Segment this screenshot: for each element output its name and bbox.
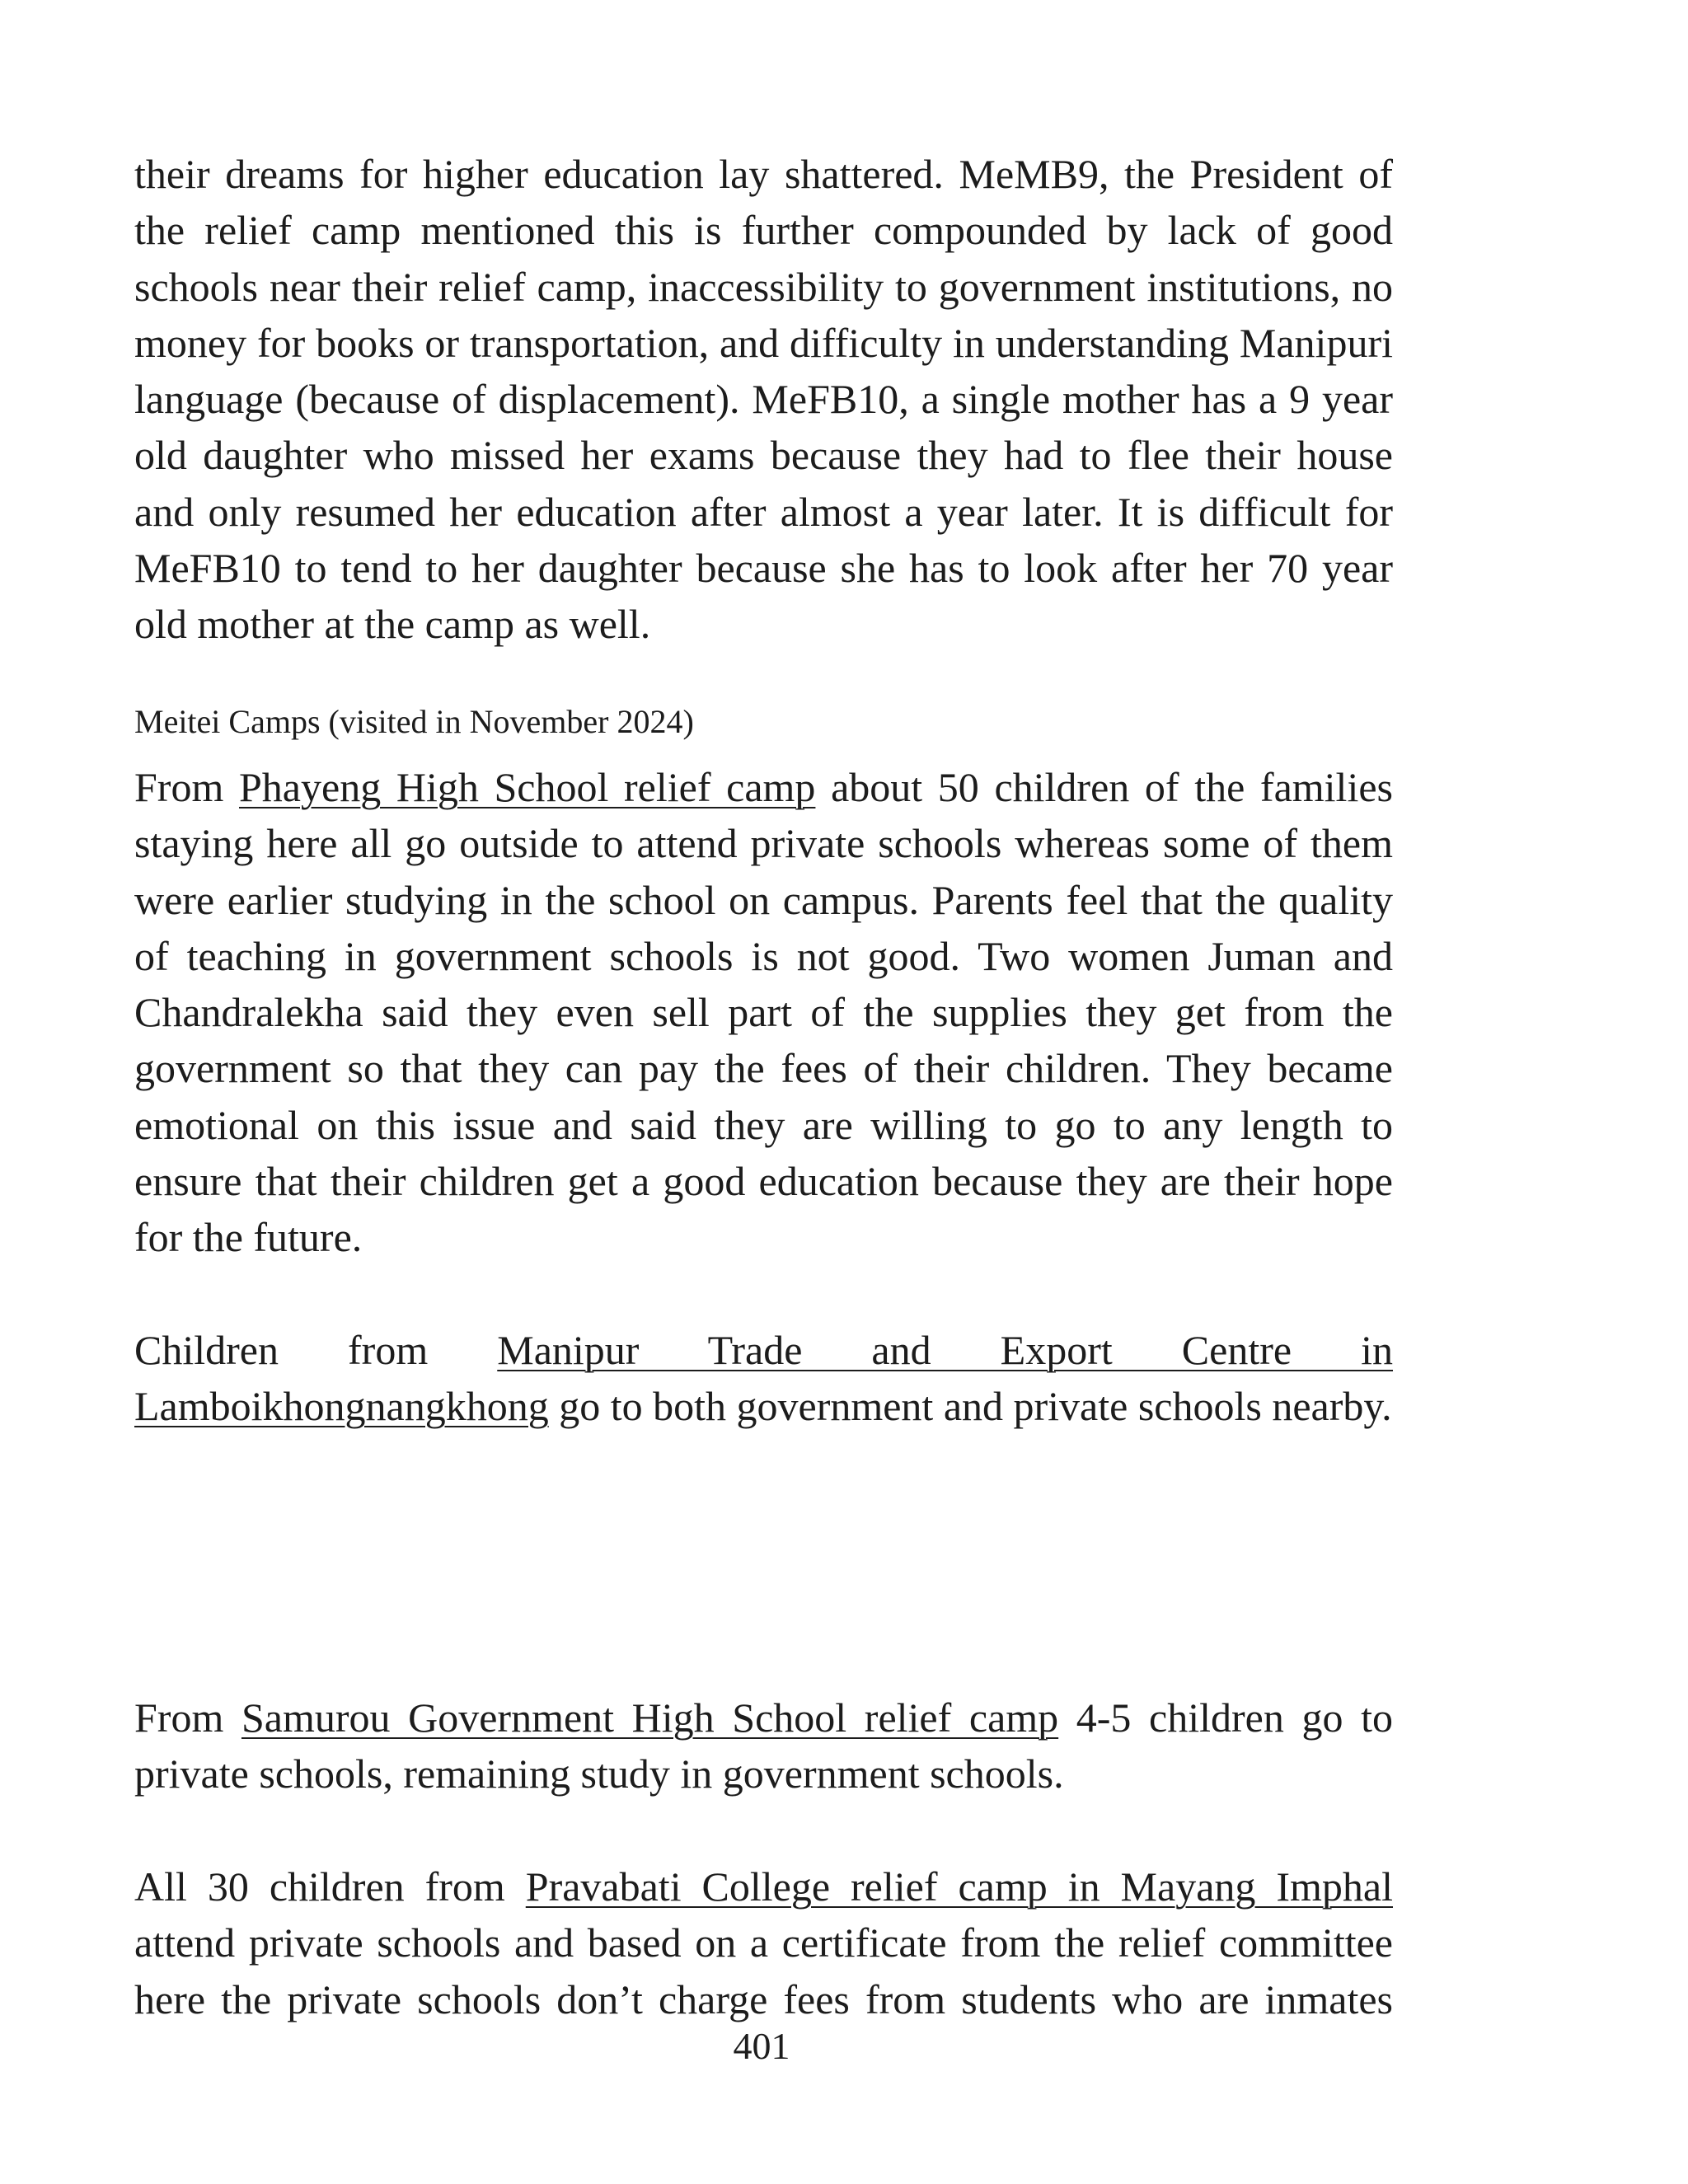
paragraph-pravabati <box>134 1858 1393 2027</box>
paragraph-rest: 4-5 children go to private schools, remaining study in government schools. <box>134 1694 1393 1797</box>
paragraph-rest: attend private schools and based on a certificate from the relief committee here the private schools don’t charge fees from students who are inmates <box>134 1919 1393 2022</box>
paragraph-lead: All 30 children from <box>134 1863 526 1910</box>
link-samurou-relief-camp[interactable]: Samurou Government High School relief camp <box>241 1694 1059 1741</box>
paragraph-samurou <box>134 1690 1393 1802</box>
link-trade-export-centre[interactable]: Manipur Trade and Export Centre in Lamboikhongnangkhong <box>134 1327 1393 1430</box>
page-number: 401 <box>733 2025 790 2067</box>
page-body <box>134 146 1393 2022</box>
link-phayeng-relief-camp[interactable]: Phayeng High School relief camp <box>239 764 816 810</box>
section-subheading: Meitei Camps (visited in November 2024) <box>134 703 694 740</box>
paragraph-lead: Children from <box>134 1327 498 1373</box>
paragraph-lead: From <box>134 764 239 810</box>
paragraph-trade-centre <box>134 1322 1393 1435</box>
paragraph-lead: From <box>134 1694 241 1741</box>
paragraph-phayeng <box>134 759 1393 1266</box>
link-pravabati-relief-camp[interactable]: Pravabati College relief camp in Mayang Imphal <box>525 1863 1393 1910</box>
paragraph-rest: go to both government and private schools nearby. <box>548 1383 1392 1430</box>
paragraph-education-dreams: their dreams for higher education lay shattered. MeMB9, the President of the relief camp mentioned this is further compounded by lack of good schools near their relief camp, inaccessibility to government institutions, no money for books or transportation, and difficulty in understanding Manipuri language (because of displacement). MeFB10, a single mother has a 9 year old daughter who missed her exams because they had to flee their house and only resumed her education after almost a year later. It is difficult for MeFB10 to tend to her daughter because she has to look after her 70 year old mother at the camp as well. <box>134 151 1393 648</box>
paragraph-rest: about 50 children of the families staying here all go outside to attend private schools whereas some of them were earlier studying in the school on campus. Parents feel that the quality of teaching in government schools is not good. Two women Juman and Chandralekha said they even sell part of the supplies they get from the government so that they can pay the fees of their children. They became emotional on this issue and said they are willing to go to any length to ensure that their children get a good education because they are their hope for the future. <box>134 764 1393 1261</box>
